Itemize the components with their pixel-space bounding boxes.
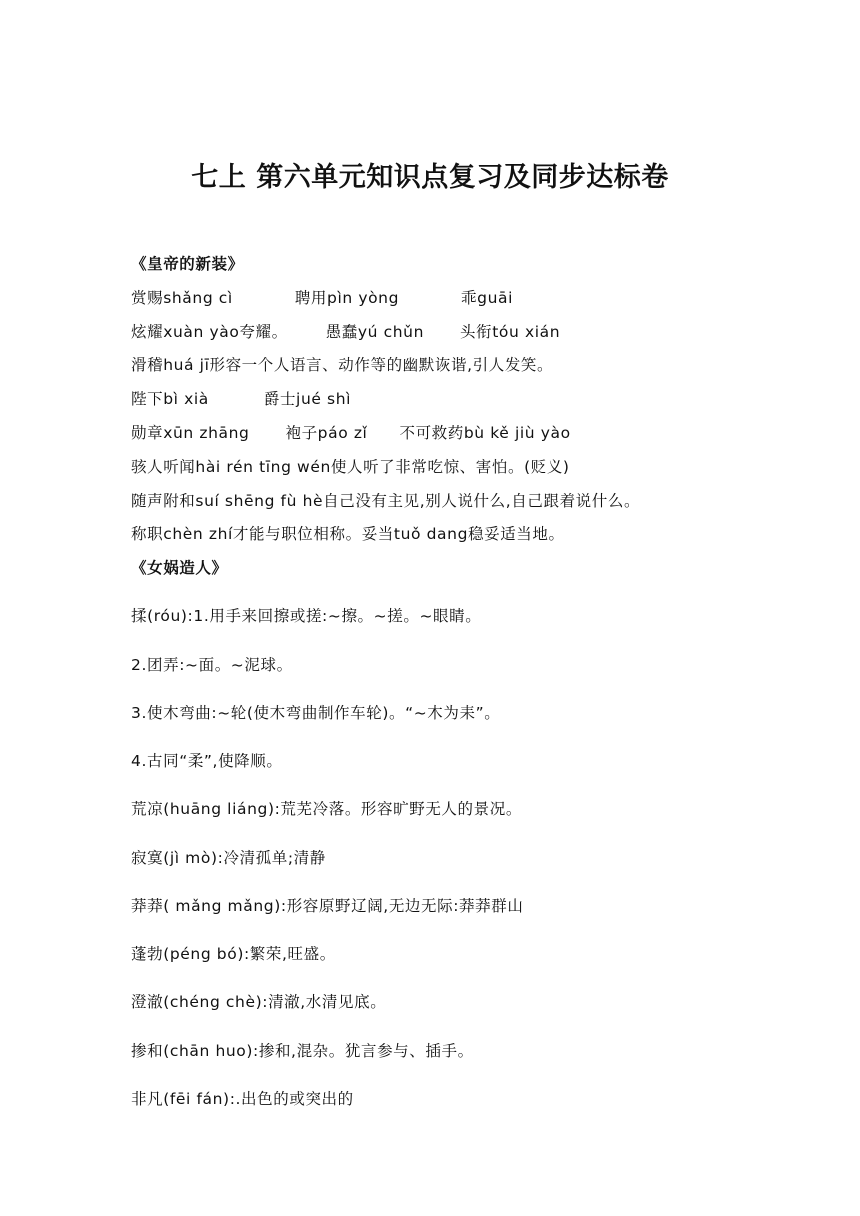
vocab-line <box>131 522 565 544</box>
vocab-item: 称职chèn zhí才能与职位相称。妥当tuǒ dang稳妥适当地。 <box>131 525 565 543</box>
vocab-item: 乖guāi <box>461 289 514 307</box>
vocab-line <box>131 387 351 409</box>
definition-line: 荒凉(huāng liáng):荒芜冷落。形容旷野无人的景况。 <box>131 800 522 818</box>
vocab-line <box>131 353 553 375</box>
vocab-item: 袍子páo zǐ <box>285 424 368 442</box>
definition-line: 揉(róu):1.用手来回擦或搓:~擦。~搓。~眼睛。 <box>131 607 482 625</box>
vocab-line <box>131 320 560 342</box>
definition-line: 掺和(chān huo):掺和,混杂。犹言参与、插手。 <box>131 1042 474 1060</box>
vocab-item: 聘用pìn yòng <box>294 289 400 307</box>
document-title: 七上 第六单元知识点复习及同步达标卷 <box>191 162 669 193</box>
vocab-item: 愚蠢yú chǔn <box>325 323 425 341</box>
definition-line: 莽莽( mǎng mǎng):形容原野辽阔,无边无际:莽莽群山 <box>131 897 524 915</box>
vocab-item: 炫耀xuàn yào夸耀。 <box>131 323 288 341</box>
definition-line: 蓬勃(péng bó):繁荣,旺盛。 <box>131 945 336 963</box>
definition-line: 寂寞(jì mò):冷清孤单;清静 <box>131 849 326 867</box>
definition-line: 2.团弄:~面。~泥球。 <box>131 656 293 674</box>
vocab-line <box>131 489 640 511</box>
definition-line: 3.使木弯曲:~轮(使木弯曲制作车轮)。“~木为耒”。 <box>131 704 501 722</box>
vocab-item: 不可救药bù kě jiù yào <box>399 424 571 442</box>
definition-line: 非凡(fēi fán):.出色的或突出的 <box>131 1090 354 1108</box>
vocab-item: 滑稽huá jī形容一个人语言、动作等的幽默诙谐,引人发笑。 <box>131 356 554 374</box>
definition-line: 4.古同“柔”,使降顺。 <box>131 752 283 770</box>
vocab-item: 骇人听闻hài rén tīng wén使人听了非常吃惊、害怕。(贬义) <box>131 458 570 476</box>
vocab-item: 头衔tóu xián <box>460 323 561 341</box>
section-heading-emperor: 《皇帝的新装》 <box>131 255 244 273</box>
vocab-item: 陛下bì xià <box>131 390 209 408</box>
vocab-item: 勋章xūn zhāng <box>131 424 250 442</box>
section-heading-nuwa: 《女娲造人》 <box>131 559 228 577</box>
vocab-line <box>131 421 571 443</box>
vocab-item: 赏赐shǎng cì <box>131 289 233 307</box>
definition-line: 澄澈(chéng chè):清澈,水清见底。 <box>131 993 387 1011</box>
vocab-line <box>131 455 570 477</box>
vocab-item: 随声附和suí shēng fù hè自己没有主见,别人说什么,自己跟着说什么。 <box>131 492 641 510</box>
vocab-item: 爵士jué shì <box>263 390 352 408</box>
vocab-line <box>131 286 513 308</box>
